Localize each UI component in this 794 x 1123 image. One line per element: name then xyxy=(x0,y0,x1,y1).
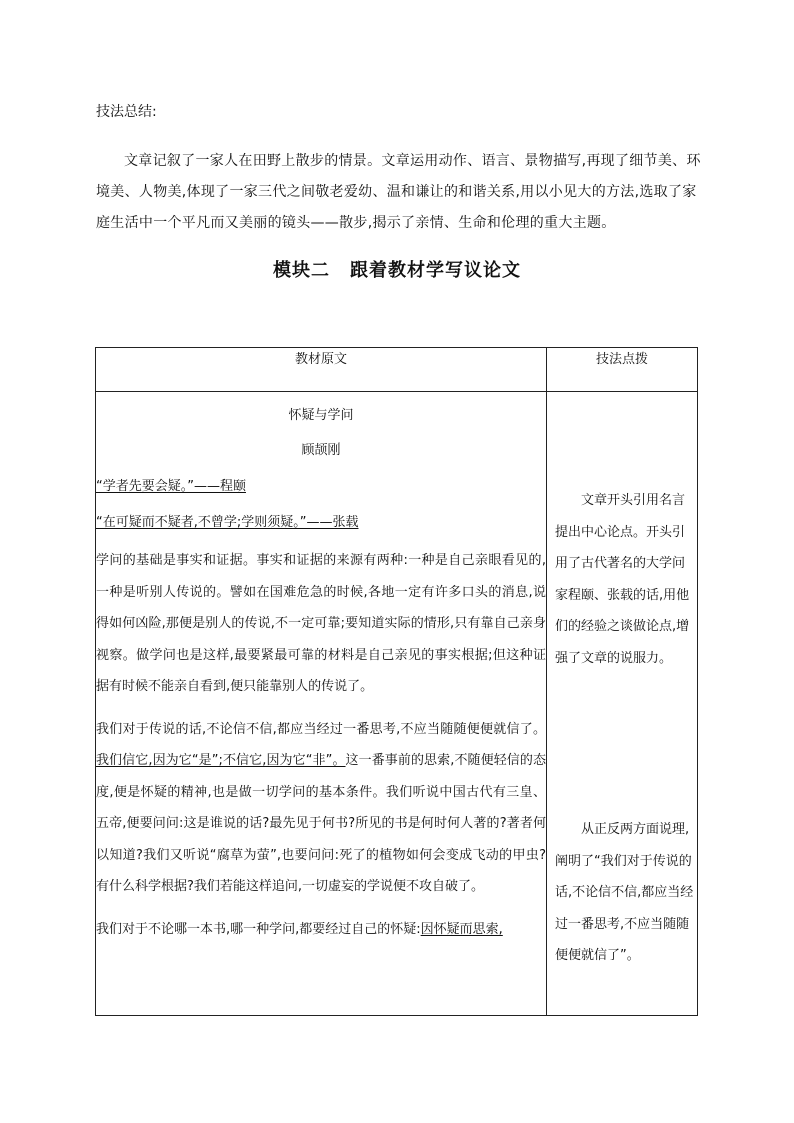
essay-paragraph-2 xyxy=(96,714,546,903)
technique-tips-cell xyxy=(547,392,698,1016)
para2-end: 这一番事前的思索,不随便轻信的态度,便是怀疑的精神,也是做一切学问的基本条件。我们听说中国古代有三皇、五帝,便要问问:这是谁说的话?最先见于何书?所见的书是何时何人著的?著者何以知道?我们又听说“腐草为萤”,也要问问:死了的植物如何会变成飞动的甲虫?有什么科学根据?我们若能这样追问,一切虚妄的学说便不攻自破了。 xyxy=(96,753,546,894)
para3-underlined: 因怀疑而思索, xyxy=(420,921,503,937)
lesson-table xyxy=(95,347,698,1016)
para3-start: 我们对于不论哪一本书,哪一种学问,都要经过自己的怀疑: xyxy=(96,921,421,937)
summary-label: 技法总结: xyxy=(96,104,157,120)
table-header-row xyxy=(96,348,698,392)
essay-paragraph-1: 学问的基础是事实和证据。事实和证据的来源有两种:一种是自己亲眼看见的,一种是听别人传说的。譬如在国难危急的时候,各地一定有许多口头的消息,说得如何凶险,那便是别人的传说,不一定可靠;要知道实际的情形,只有靠自己亲身视察。做学问也是这样,最要紧最可靠的材料是自己亲见的事实根据;但这种证据有时候不能亲自看到,便只能靠别人的传说了。 xyxy=(96,553,546,694)
tip-pro-con-reasoning xyxy=(547,814,697,972)
quote-zhangzai xyxy=(96,513,546,533)
source-text-cell xyxy=(96,392,547,1016)
module-topic: 跟着教材学写议论文 xyxy=(350,260,521,281)
table-row xyxy=(96,392,698,1016)
para2-underlined: 我们信它,因为它“是”;不信它,因为它“非”。 xyxy=(96,753,346,768)
essay-paragraph-3 xyxy=(96,914,546,946)
quote-chengyi-text: “学者先要会疑。”——程颐 xyxy=(96,479,246,494)
header-technique-tips: 技法点拨 xyxy=(547,348,698,392)
module-title xyxy=(0,256,794,282)
summary-paragraph: 文章记叙了一家人在田野上散步的情景。文章运用动作、语言、景物描写,再现了细节美、环境美、人物美,体现了一家三代之间敬老爱幼、温和谦让的和谐关系,用以小见大的方法,选取了家庭生活中一个平凡而又美丽的镜头——散步,揭示了亲情、生命和伦理的重大主题。 xyxy=(96,153,701,231)
tip-quote-opening xyxy=(547,485,697,674)
tip-quote-opening-text: 文章开头引用名言提出中心论点。开头引用了古代著名的大学问家程颐、张载的话,用他们的经验之谈做论点,增强了文章的说服力。 xyxy=(555,493,690,666)
quote-chengyi xyxy=(96,477,546,497)
quote-zhangzai-text: “在可疑而不疑者,不曾学;学则须疑。”——张载 xyxy=(96,515,359,530)
essay-author: 顾颉刚 xyxy=(301,443,341,458)
header-source-text: 教材原文 xyxy=(96,348,547,392)
tip-pro-con-text: 从正反两方面说理,阐明了“我们对于传说的话,不论信不信,都应当经过一番思考,不应当随随便便就信了”。 xyxy=(555,822,694,963)
essay-title: 怀疑与学问 xyxy=(288,408,354,423)
module-number: 模块二 xyxy=(273,260,330,281)
para2-start: 我们对于传说的话,不论信不信,都应当经过一番思考,不应当随随便便就信了。 xyxy=(96,721,546,737)
